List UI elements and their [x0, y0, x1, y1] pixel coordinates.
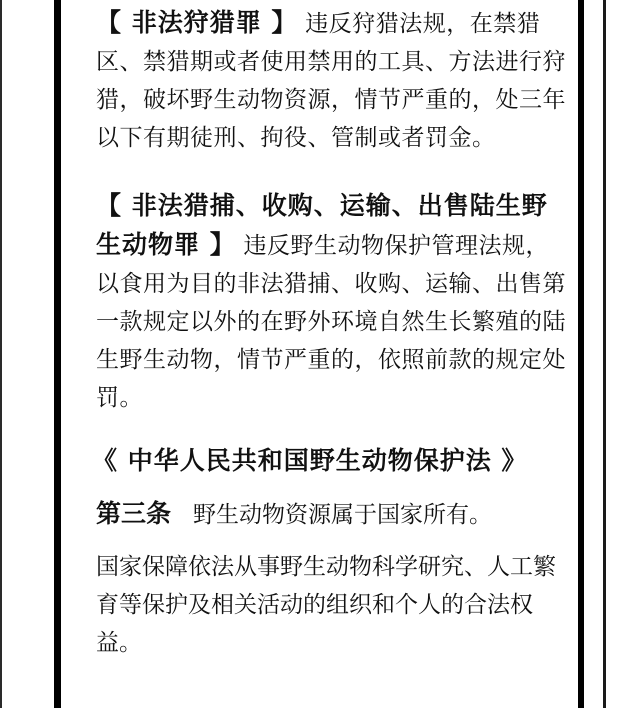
illegal-hunting-body: 违反狩猎法规，在禁猎区、禁猎期或者使用禁用的工具、方法进行狩猎，破坏野生动物资源，情节严重的，处三年以下有期徒刑、拘役、管制或者罚金。: [96, 11, 566, 151]
illegal-hunting-heading: 【 非法狩猎罪 】: [96, 8, 298, 37]
wildlife-trade-section: [96, 187, 566, 417]
outer-frame-right-border: [603, 0, 606, 708]
article-label: 第三条: [96, 499, 172, 528]
article-three: [96, 495, 566, 534]
outer-frame-left-border: [0, 0, 2, 708]
panel-frame-right-border: [578, 0, 584, 708]
wildlife-trade-heading: 【 非法猎捕、收购、运输、出售陆生野生动物罪 】: [96, 191, 548, 259]
panel-frame-left-border: [54, 0, 61, 708]
wildlife-trade-body: 违反野生动物保护管理法规，以食用为目的非法猎捕、收购、运输、出售第一款规定以外的在野外环境自然生长繁殖的陆生野生动物，情节严重的，依照前款的规定处罚。: [96, 233, 566, 411]
article-paragraph: 国家保障依法从事野生动物科学研究、人工繁育等保护及相关活动的组织和个人的合法权益。: [96, 554, 556, 656]
article-text: 野生动物资源属于国家所有。: [193, 502, 493, 528]
legal-text-content: [92, 4, 566, 662]
law-title: 《 中华人民共和国野生动物保护法 》: [92, 446, 528, 475]
illegal-hunting-section: [96, 4, 566, 157]
